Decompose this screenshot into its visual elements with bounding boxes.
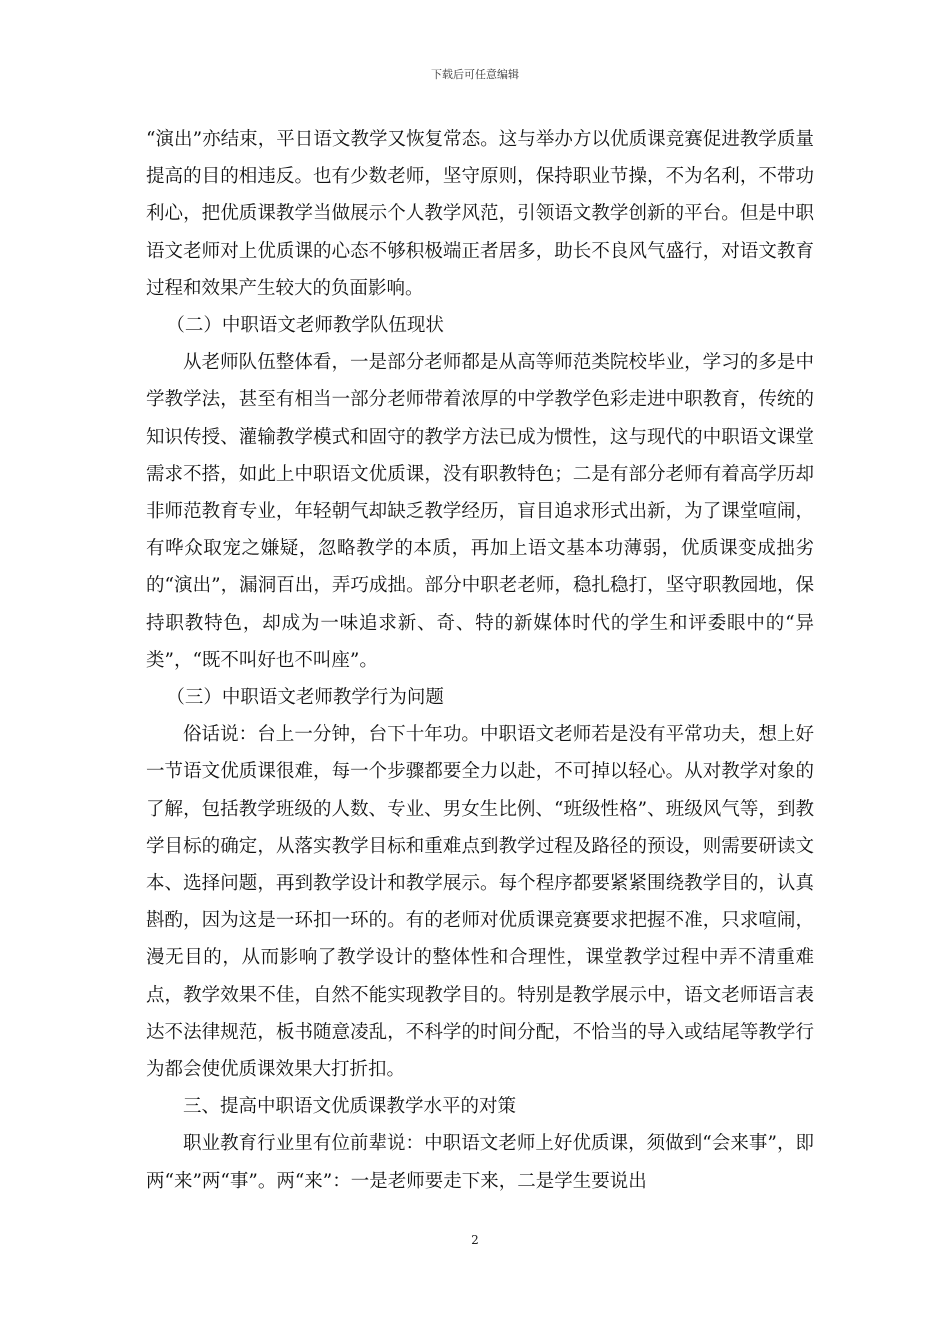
- page-header: 下载后可任意编辑: [431, 68, 519, 81]
- section-heading-teaching-behavior: （三）中职语文老师教学行为问题: [166, 687, 444, 709]
- section-heading-strategies: 三、提高中职语文优质课教学水平的对策: [183, 1096, 517, 1118]
- paragraph-teacher-team: 从老师队伍整体看，一是部分老师都是从高等师范类院校毕业，学习的多是中学教学法，甚至有相当一部分老师带着浓厚的中学教学色彩走进中职教育，传统的知识传授、灌输教学模式和固守的教学方法已成为惯性，这与现代的中职语文课堂需求不搭，如此上中职语文优质课，没有职教特色；二是有部分老师有着高学历却非师范教育专业，年轻朝气却缺乏教学经历，盲目追求形式出新，为了课堂喧闹，有哗众取宠之嫌疑，忽略教学的本质，再加上语文基本功薄弱，优质课变成拙劣的“演出”，漏洞百出，弄巧成拙。部分中职老老师，稳扎稳打，坚守职教园地，保持职教特色，却成为一味追求新、奇、特的新媒体时代的学生和评委眼中的“异类”，“既不叫好也不叫座”。: [146, 352, 814, 671]
- paragraph-strategies: 职业教育行业里有位前辈说：中职语文老师上好优质课，须做到“会来事”，即两“来”两“事”。两“来”：一是老师要走下来，二是学生要说出: [146, 1133, 814, 1192]
- page-number: 2: [471, 1233, 479, 1247]
- document-body: [146, 121, 814, 1200]
- section-heading-teacher-team: （二）中职语文老师教学队伍现状: [166, 315, 444, 337]
- paragraph-continuation: “演出”亦结束，平日语文教学又恢复常态。这与举办方以优质课竞赛促进教学质量提高的目的相违反。也有少数老师，坚守原则，保持职业节操，不为名利，不带功利心，把优质课教学当做展示个人教学风范，引领语文教学创新的平台。但是中职语文老师对上优质课的心态不够积极端正者居多，助长不良风气盛行，对语文教育过程和效果产生较大的负面影响。: [146, 129, 814, 299]
- paragraph-teaching-behavior: 俗话说：台上一分钟，台下十年功。中职语文老师若是没有平常功夫，想上好一节语文优质课很难，每一个步骤都要全力以赴，不可掉以轻心。从对教学对象的了解，包括教学班级的人数、专业、男女生比例、“班级性格”、班级风气等，到教学目标的确定，从落实教学目标和重难点到教学过程及路径的预设，则需要研读文本、选择问题，再到教学设计和教学展示。每个程序都要紧紧围绕教学目的，认真斟酌，因为这是一环扣一环的。有的老师对优质课竞赛要求把握不准，只求喧闹，漫无目的，从而影响了教学设计的整体性和合理性，课堂教学过程中弄不清重难点，教学效果不佳，自然不能实现教学目的。特别是教学展示中，语文老师语言表达不法律规范，板书随意凌乱，不科学的时间分配，不恰当的导入或结尾等教学行为都会使优质课效果大打折扣。: [146, 724, 814, 1081]
